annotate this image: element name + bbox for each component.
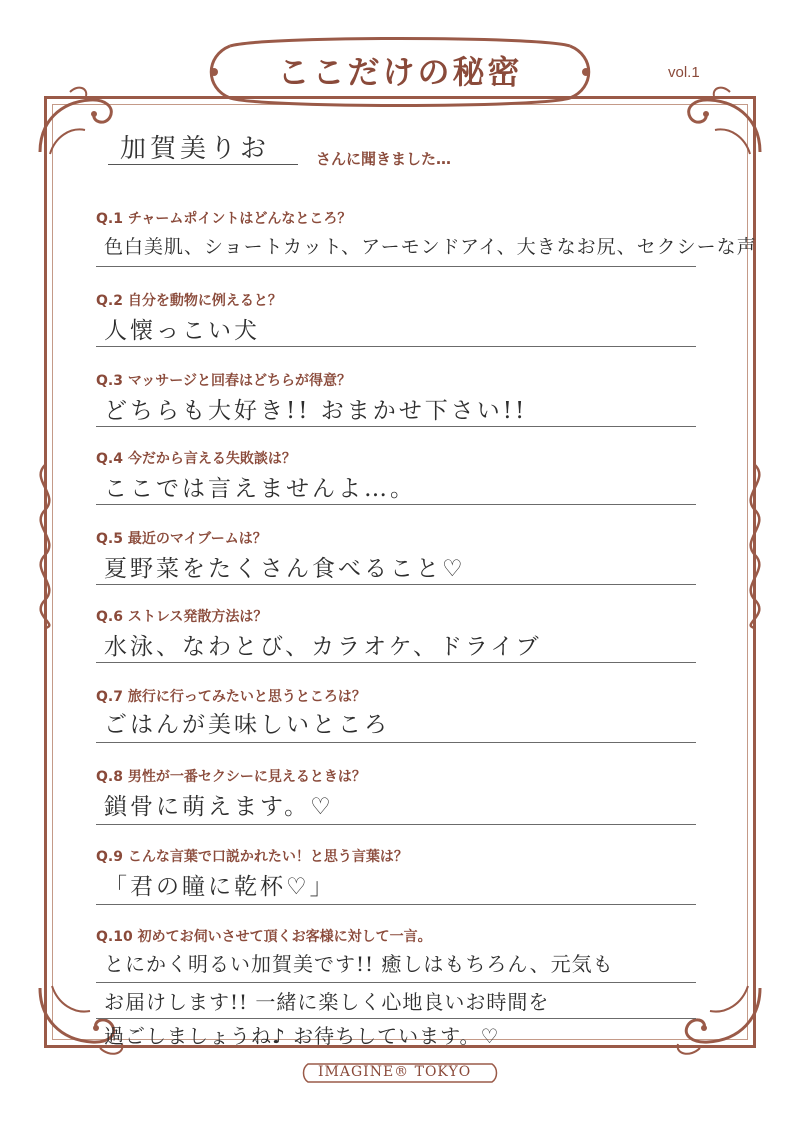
side-ornament-left [28,460,62,630]
answer-line [96,1018,696,1019]
answer-3: どちらも大好き!! おまかせ下さい!! [104,398,528,424]
footer-brand: IMAGINE® TOKYO [318,1064,472,1080]
question-10: Q.10 初めてお伺いさせて頂くお客様に対して一言。 [96,929,432,945]
answer-line [96,662,696,663]
answer-line [96,504,696,505]
answer-5: 夏野菜をたくさん食べること♡ [104,556,466,582]
answer-line [96,584,696,585]
answer-line [96,904,696,905]
question-3: Q.3 マッサージと回春はどちらが得意？ [96,373,351,389]
answer-line [96,824,696,825]
corner-ornament-top-right [670,82,770,162]
interviewee-suffix: さんに聞きました… [316,150,452,168]
question-7: Q.7 旅行に行ってみたいと思うところは？ [96,689,366,705]
answer-10-line-2: お届けします!! 一緒に楽しく心地良いお時間を [104,990,550,1014]
interviewee-name: 加賀美りお [120,134,271,164]
side-ornament-right [738,460,772,630]
corner-ornament-top-left [30,82,130,162]
question-8: Q.8 男性が一番セクシーに見えるときは？ [96,769,366,785]
answer-4: ここでは言えませんよ…。 [104,476,416,502]
question-2: Q.2 自分を動物に例えると？ [96,293,282,309]
volume-label: vol.1 [668,64,700,81]
answer-10-line-3: 過ごしましょうね♪ お待ちしています。♡ [104,1024,500,1048]
question-4: Q.4 今だから言える失敗談は？ [96,451,296,467]
answer-8: 鎖骨に萌えます。♡ [104,794,334,820]
question-6: Q.6 ストレス発散方法は？ [96,609,268,625]
answer-line [96,266,696,267]
answer-2: 人懐っこい犬 [104,318,260,344]
answer-line [96,346,696,347]
answer-7: ごはんが美味しいところ [104,712,390,738]
corner-ornament-bottom-right [660,978,770,1068]
answer-6: 水泳、なわとび、カラオケ、ドライブ [104,634,542,660]
answer-9: 「君の瞳に乾杯♡」 [104,874,336,900]
name-underline [108,164,298,165]
answer-line [96,742,696,743]
answer-line [96,426,696,427]
answer-line [96,982,696,983]
question-5: Q.5 最近のマイブームは？ [96,531,267,547]
answer-10-line-1: とにかく明るい加賀美です!! 癒しはもちろん、元気も [104,952,614,976]
answer-1: 色白美肌、ショートカット、アーモンドアイ、大きなお尻、セクシーな声 [104,236,757,258]
question-1: Q.1 チャームポイントはどんなところ？ [96,211,352,227]
question-9: Q.9 こんな言葉で口説かれたい！と思う言葉は？ [96,849,408,865]
page-title: ここだけの秘密 [277,53,523,91]
